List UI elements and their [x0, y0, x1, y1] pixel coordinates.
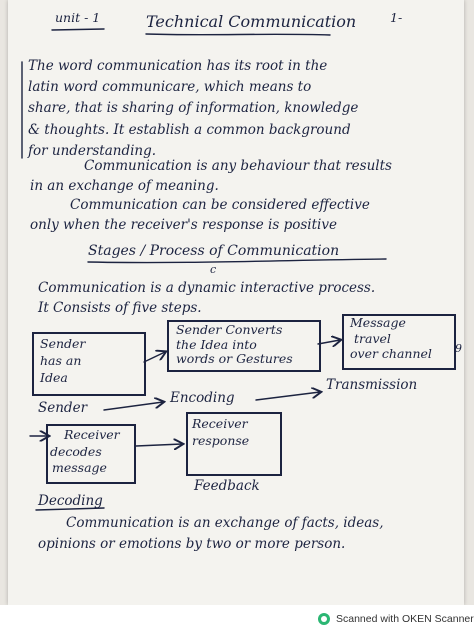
- box-message-line-3: over channel: [350, 346, 432, 361]
- label-sender: Sender: [38, 400, 88, 416]
- box-converts-line-2: the Idea into: [176, 337, 257, 352]
- decoding-underline: [36, 508, 104, 510]
- box-message-line-2: travel: [354, 331, 391, 346]
- box-sender-line-2: has an: [40, 353, 82, 368]
- section-heading: Stages / Process of Communication: [88, 243, 340, 259]
- unit-label: unit - 1: [55, 10, 101, 25]
- box-converts-line-3: words or Gestures: [176, 351, 293, 366]
- intro-line-5: for understanding.: [28, 143, 157, 159]
- notebook-page: [8, 0, 464, 605]
- box-receiver-line-1: Receiver: [64, 427, 120, 442]
- label-feedback: Feedback: [194, 478, 260, 494]
- label-encoding: Encoding: [170, 390, 235, 406]
- box-receiver-line-2: decodes: [50, 444, 102, 459]
- scanner-footer: [0, 605, 474, 632]
- scanner-label: Scanned with OKEN Scanner: [336, 613, 474, 625]
- label-transmission: Transmission: [326, 377, 418, 393]
- label-decoding: Decoding: [38, 493, 103, 509]
- box-response-line-2: response: [192, 433, 250, 448]
- summary-line-2: opinions or emotions by two or more person.: [38, 536, 346, 552]
- title-underline: [146, 34, 330, 35]
- unit-underline: [52, 29, 104, 30]
- scanner-logo-icon: [318, 613, 330, 625]
- intro-line-4: & thoughts. It establish a common background: [28, 122, 351, 138]
- box-converts-line-1: Sender Converts: [176, 322, 283, 337]
- arrow-converts-to-message: [318, 340, 340, 344]
- summary-line-1: Communication is an exchange of facts, ideas,: [66, 515, 384, 531]
- side-mark: 9: [455, 342, 462, 355]
- box-sender-line-3: Idea: [40, 370, 68, 385]
- intro-line-2: latin word communicare, which means to: [28, 79, 312, 95]
- arrow-encoding-to-transmission: [256, 392, 320, 400]
- box-message-line-1: Message: [350, 315, 406, 330]
- intro-line-1: The word communication has its root in the: [28, 58, 328, 74]
- page-number: 1-: [390, 10, 403, 25]
- arrow-sender-to-converts: [144, 352, 165, 362]
- section-marker: c: [210, 263, 217, 276]
- intro-line-3: share, that is sharing of information, knowledge: [28, 100, 359, 116]
- process-description-line-1: Communication is a dynamic interactive process.: [38, 280, 376, 296]
- box-sender-line-1: Sender: [40, 336, 86, 351]
- definition-line-2: in an exchange of meaning.: [30, 178, 219, 194]
- definition-line-4: only when the receiver's response is positive: [30, 217, 337, 233]
- page-title: Technical Communication: [146, 12, 357, 31]
- ink-annotations: [8, 0, 464, 605]
- process-description-line-2: It Consists of five steps.: [38, 300, 202, 316]
- arrow-receiver-to-response: [136, 444, 182, 446]
- arrow-sender-to-encoding: [104, 402, 163, 410]
- definition-line-3: Communication can be considered effective: [70, 197, 370, 213]
- section-heading-underline: [88, 259, 386, 263]
- box-receiver-line-3: message: [52, 460, 107, 475]
- box-response-line-1: Receiver: [192, 416, 248, 431]
- definition-line-1: Communication is any behaviour that results: [84, 158, 392, 174]
